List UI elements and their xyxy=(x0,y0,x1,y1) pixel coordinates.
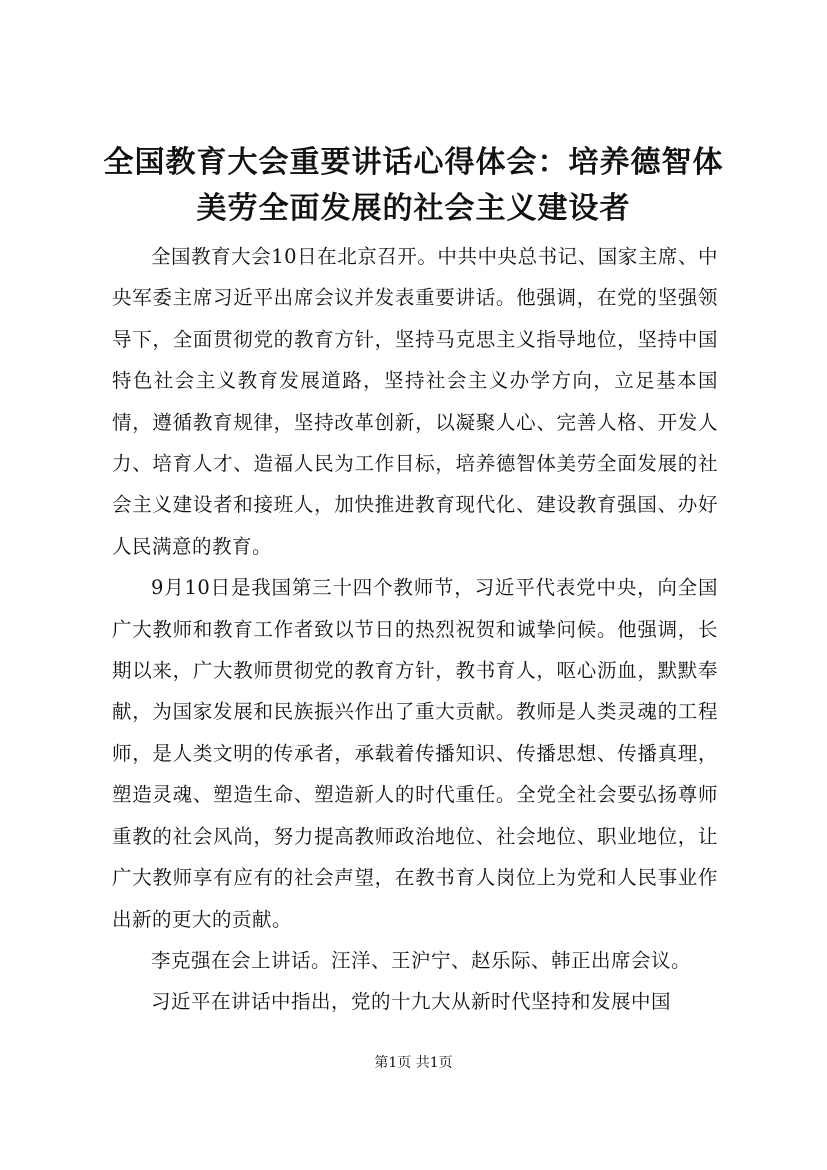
document-title xyxy=(60,140,767,232)
paragraph-3: 李克强在会上讲话。汪洋、王沪宁、赵乐际、韩正出席会议。 xyxy=(151,948,692,972)
title-line-2: 美劳全面发展的社会主义建设者 xyxy=(196,191,631,226)
document-body xyxy=(112,236,718,1023)
page-footer: 第1页 共1页 xyxy=(374,1055,453,1071)
paragraph-4: 习近平在讲话中指出，党的十九大从新时代坚持和发展中国 xyxy=(151,990,672,1014)
paragraph-1: 全国教育大会10日在北京召开。中共中央总书记、国家主席、中央军委主席习近平出席会议并发表重要讲话。他强调，在党的坚强领导下，全面贯彻党的教育方针，坚持马克思主义指导地位，坚持中国特色社会主义教育发展道路，坚持社会主义办学方向，立足基本国情，遵循教育规律，坚持改革创新，以凝聚人心、完善人格、开发人力、培育人才、造福人民为工作目标，培养德智体美劳全面发展的社会主义建设者和接班人，加快推进教育现代化、建设教育强国、办好人民满意的教育。 xyxy=(112,245,718,558)
paragraph-2: 9月10日是我国第三十四个教师节，习近平代表党中央，向全国广大教师和教育工作者致以节日的热烈祝贺和诚挚问候。他强调，长期以来，广大教师贯彻党的教育方针，教书育人，呕心沥血，默默奉献，为国家发展和民族振兴作出了重大贡献。教师是人类灵魂的工程师，是人类文明的传承者，承载着传播知识、传播思想、传播真理，塑造灵魂、塑造生命、塑造新人的时代重任。全党全社会要弘扬尊师重教的社会风尚，努力提高教师政治地位、社会地位、职业地位，让广大教师享有应有的社会声望，在教书育人岗位上为党和人民事业作出新的更大的贡献。 xyxy=(112,576,718,931)
title-line-1: 全国教育大会重要讲话心得体会：培养德智体 xyxy=(103,145,724,180)
